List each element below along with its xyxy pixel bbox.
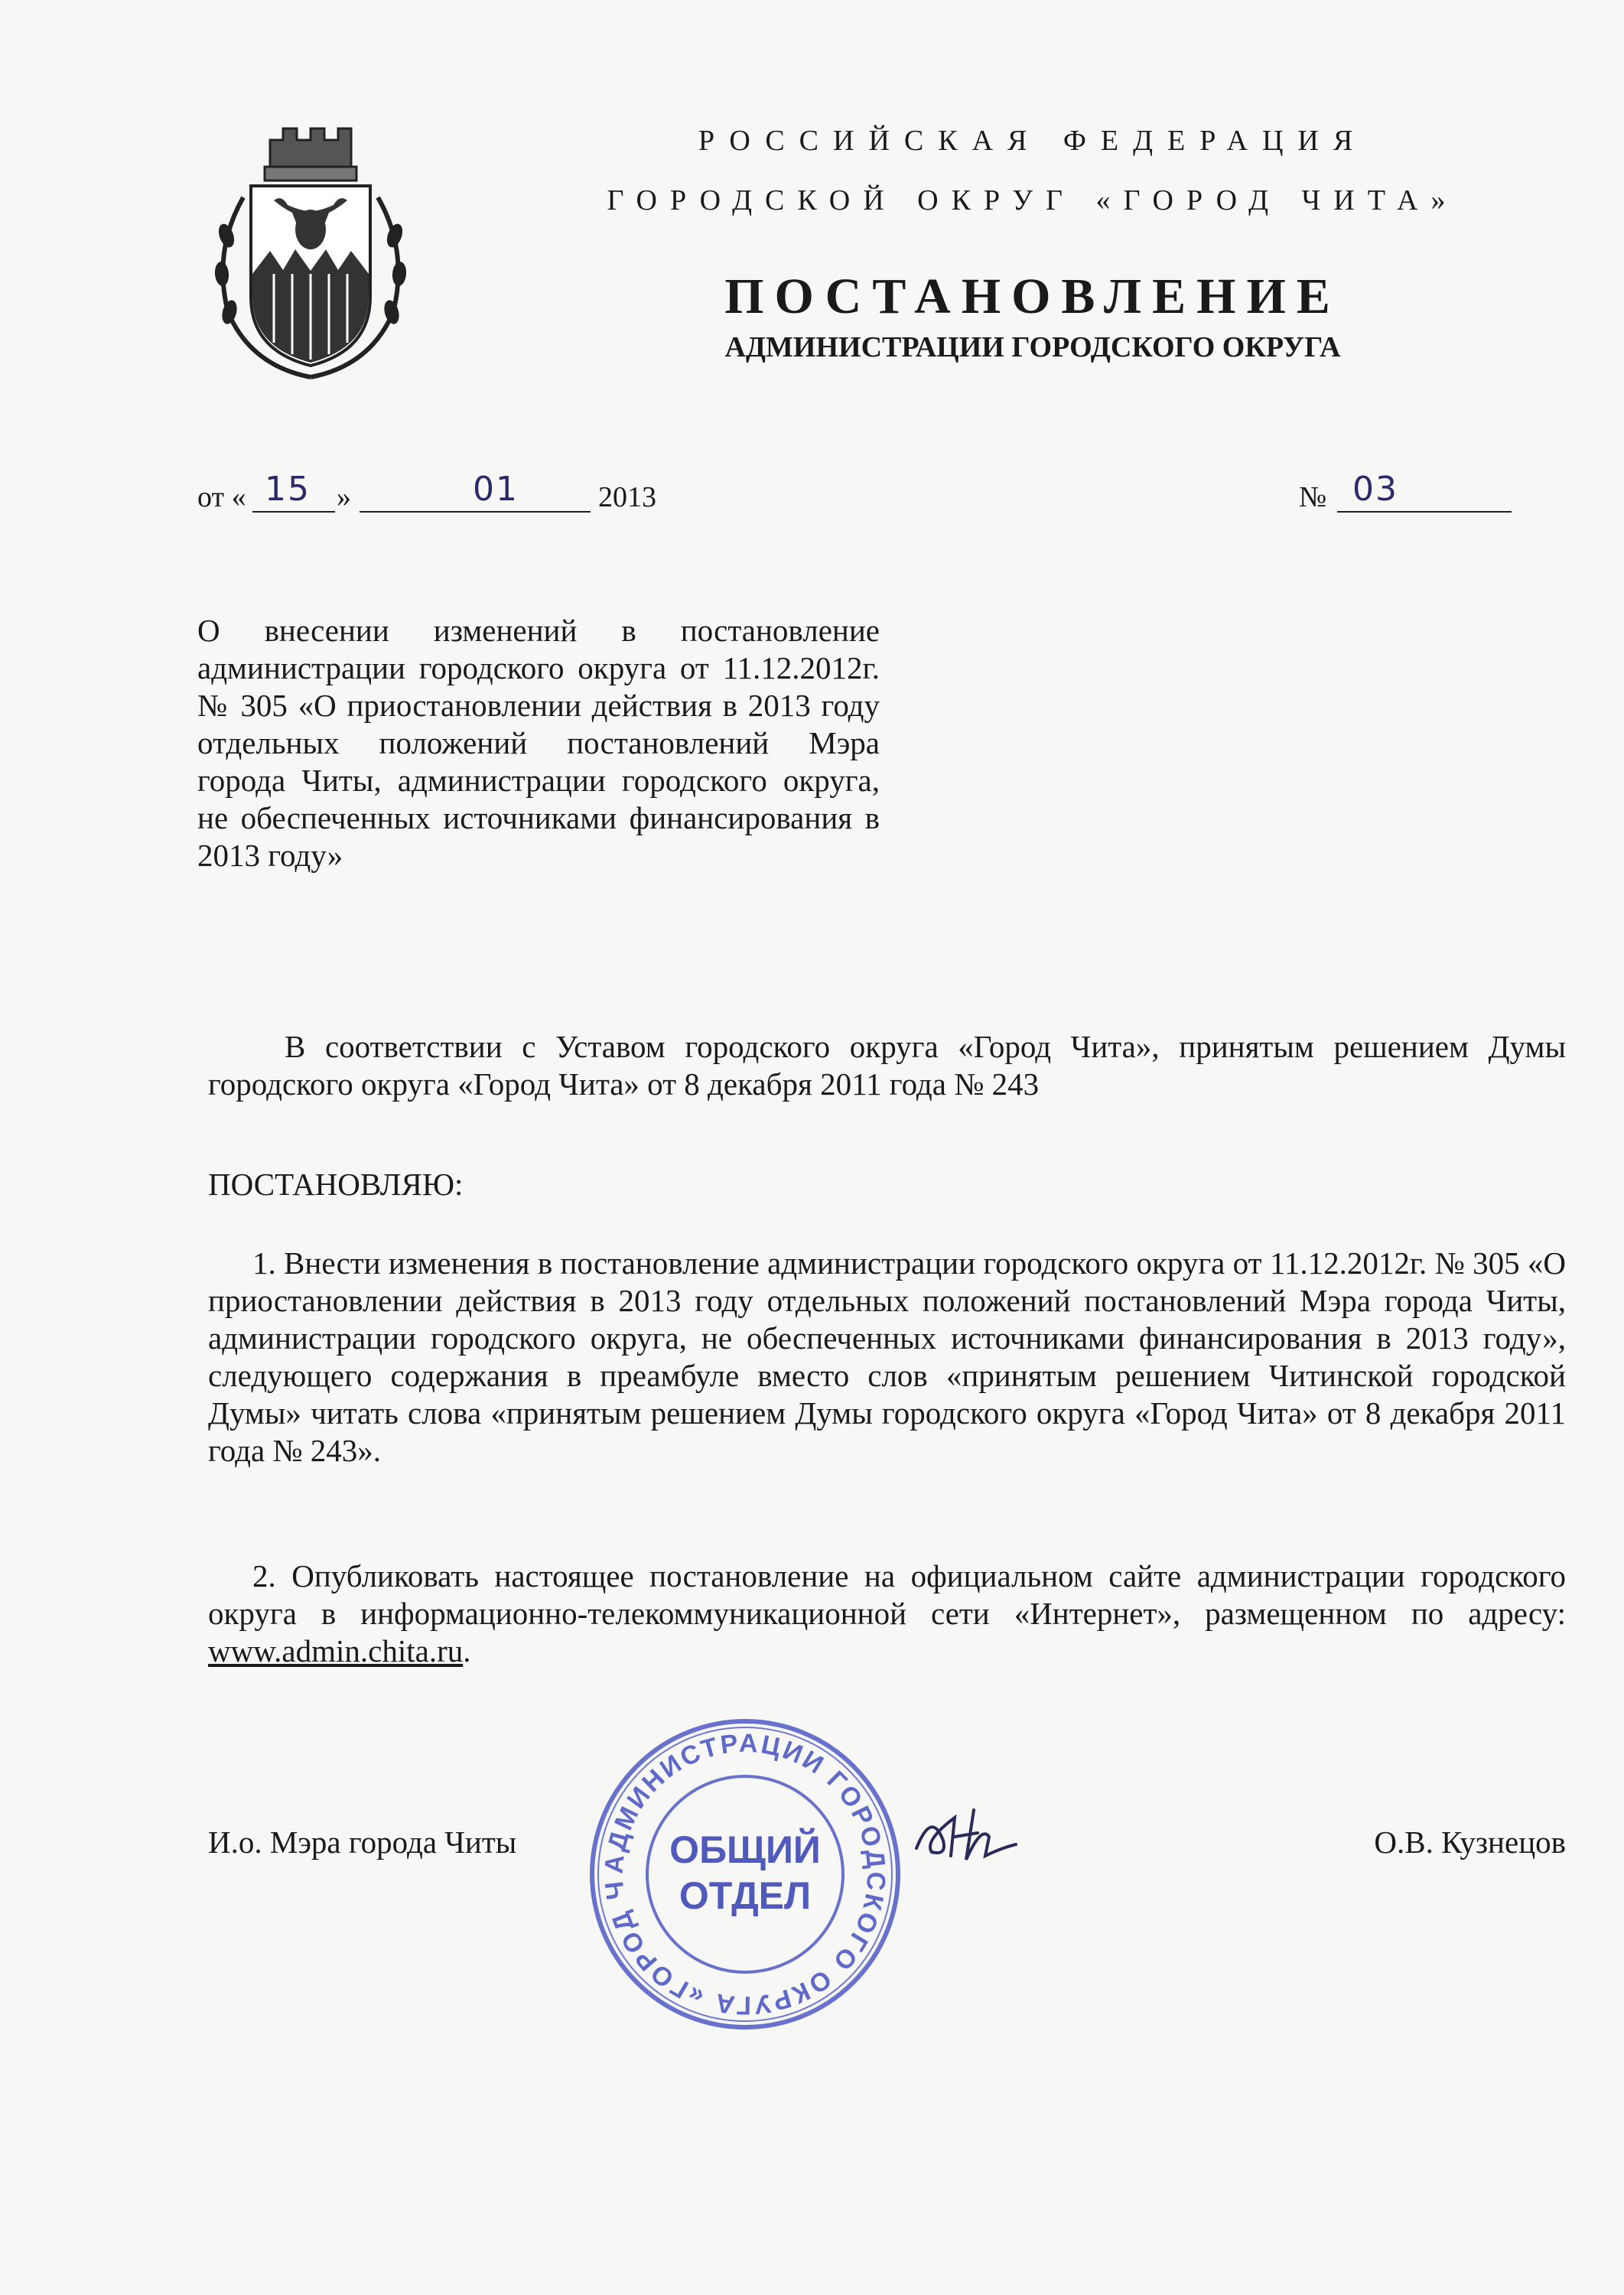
coat-of-arms-icon	[197, 121, 424, 382]
date-mid: »	[337, 481, 351, 513]
signatory-name: О.В. Кузнецов	[1374, 1825, 1566, 1860]
stamp-line-1: ОБЩИЙ	[669, 1828, 821, 1871]
stamp-icon	[584, 1714, 906, 2035]
item-2: 2. Опубликовать настоящее постановление на официальном сайте администрации городского округа в информационно-телекоммуникационной сети «Интернет», размещенном по адресу: www.admin.chita.ru.	[208, 1558, 1566, 1668]
decree-word: ПОСТАНОВЛЯЮ:	[208, 1167, 464, 1202]
date-month: 01	[473, 470, 519, 509]
document-type: ПОСТАНОВЛЕНИЕ	[724, 269, 1341, 324]
item-2-text: 2. Опубликовать настоящее постановление на официальном сайте администрации городского округа в информационно-телекоммуникационной сети «Интернет», размещенном по адресу:	[208, 1558, 1566, 1631]
preamble: В соответствии с Уставом городского округа «Город Чита», принятым решением Думы городского округа «Город Чита» от 8 декабря 2011 года № 243	[208, 1029, 1566, 1102]
header-city: ГОРОДСКОЙ ОКРУГ «ГОРОД ЧИТА»	[607, 184, 1459, 216]
document-issuer: АДМИНИСТРАЦИИ ГОРОДСКОГО ОКРУГА	[724, 331, 1341, 363]
signature-icon	[909, 1795, 1024, 1871]
document-number: 03	[1352, 470, 1398, 509]
number-label: №	[1299, 481, 1327, 513]
date-day: 15	[265, 470, 311, 509]
item-1: 1. Внести изменения в постановление администрации городского округа от 11.12.2012г. № 305 «О приостановлении действия в 2013 году отдельных положений постановлений Мэра города Читы, администрации городского округа, не обеспеченных источниками финансирования в 2013 году», следующего содержания в преамбуле вместо слов «принятым решением Читинской городской Думы» читать слова «принятым решением Думы городского округа «Город Чита» от 8 декабря 2011 года № 243».	[208, 1245, 1566, 1468]
signatory-title: И.о. Мэра города Читы	[208, 1825, 517, 1860]
date-prefix: от «	[197, 481, 246, 513]
stamp-ring-text: АДМИНИСТРАЦИИ ГОРОДСКОГО ОКРУГА «ГОРОД Ч	[599, 1728, 891, 2020]
header-country: РОССИЙСКАЯ ФЕДЕРАЦИЯ	[698, 125, 1368, 157]
date-year: 2013	[598, 481, 656, 513]
document-subject: О внесении изменений в постановление администрации городского округа от 11.12.2012г. № 305 «О приостановлении действия в 2013 году отдельных положений постановлений Мэра города Читы, администрации городского округа, не обеспеченных источниками финансирования в 2013 году»	[197, 613, 880, 873]
date-line	[197, 470, 1574, 526]
stamp-line-2: ОТДЕЛ	[679, 1874, 812, 1917]
website-link[interactable]: www.admin.chita.ru	[208, 1633, 464, 1668]
